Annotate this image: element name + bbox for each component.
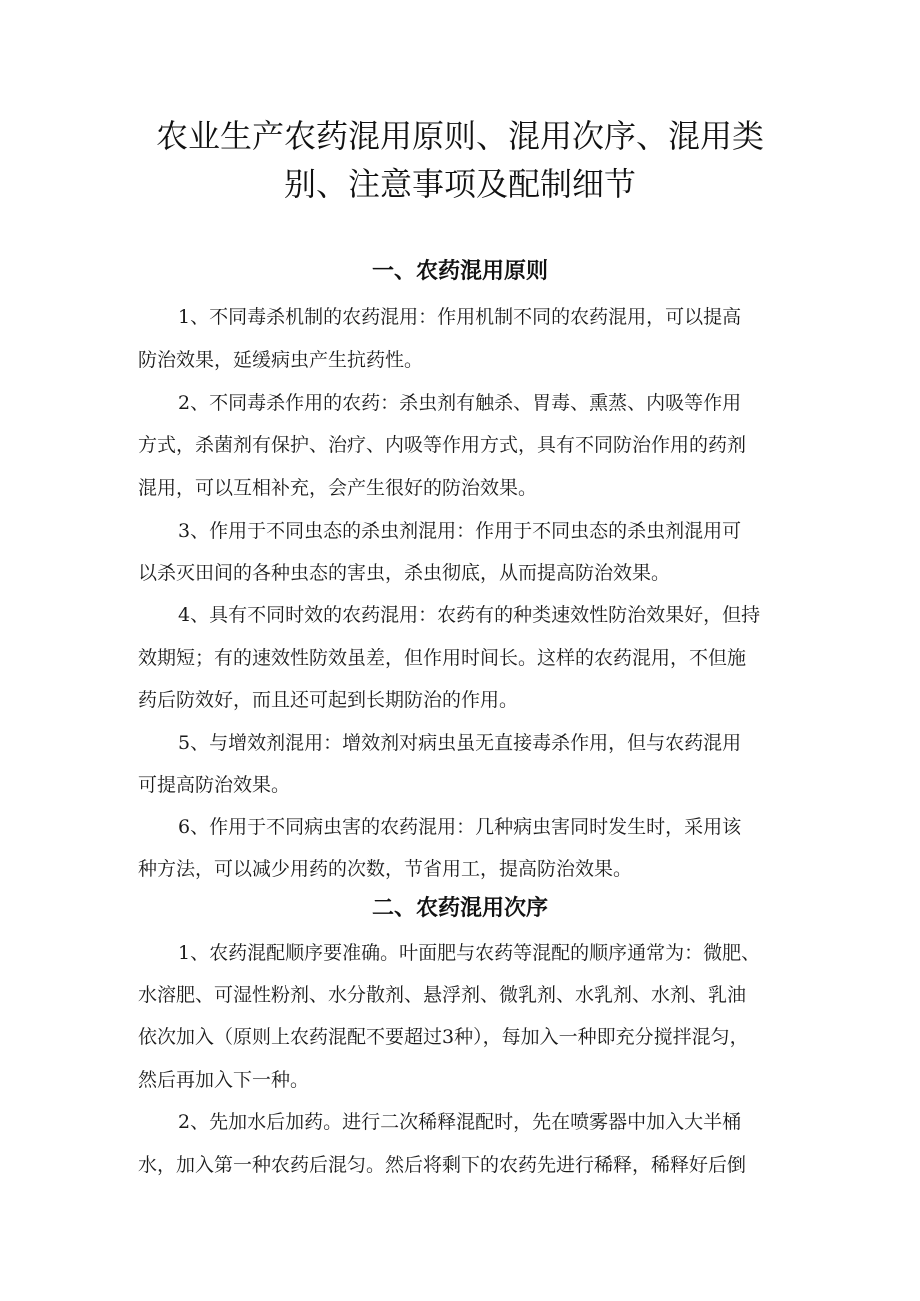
section-heading-principles: 一、农药混用原则 <box>371 259 548 284</box>
paragraph-line: 1、不同毒杀机制的农药混用：作用机制不同的农药混用，可以提高 <box>178 306 742 328</box>
paragraph-line: 5、与增效剂混用：增效剂对病虫虽无直接毒杀作用，但与农药混用 <box>178 732 742 754</box>
paragraph-line: 3、作用于不同虫态的杀虫剂混用：作用于不同虫态的杀虫剂混用可 <box>178 520 742 542</box>
paragraph-line: 2、不同毒杀作用的农药：杀虫剂有触杀、胃毒、熏蒸、内吸等作用 <box>178 392 742 414</box>
paragraph-line: 2、先加水后加药。进行二次稀释混配时，先在喷雾器中加入大半桶 <box>178 1111 742 1133</box>
paragraph-line: 水溶肥、可湿性粉剂、水分散剂、悬浮剂、微乳剂、水乳剂、水剂、乳油 <box>138 984 747 1006</box>
document-title-line-1: 农业生产农药混用原则、混用次序、混用类 <box>155 117 764 155</box>
section-heading-order: 二、农药混用次序 <box>371 896 548 921</box>
paragraph-line: 可提高防治效果。 <box>138 774 291 796</box>
paragraph-line: 依次加入（原则上农药混配不要超过3种），每加入一种即充分搅拌混匀， <box>138 1026 749 1048</box>
paragraph-line: 种方法，可以减少用药的次数，节省用工，提高防治效果。 <box>138 858 633 880</box>
paragraph-line: 方式，杀菌剂有保护、治疗、内吸等作用方式，具有不同防治作用的药剂 <box>138 434 747 456</box>
paragraph-line: 药后防效好，而且还可起到长期防治的作用。 <box>138 689 519 711</box>
paragraph-line: 效期短；有的速效性防效虽差，但作用时间长。这样的农药混用，不但施 <box>138 647 747 669</box>
paragraph-line: 混用，可以互相补充，会产生很好的防治效果。 <box>138 477 538 499</box>
paragraph-line: 然后再加入下一种。 <box>138 1069 310 1091</box>
paragraph-line: 1、农药混配顺序要准确。叶面肥与农药等混配的顺序通常为：微肥、 <box>178 942 761 964</box>
paragraph-line: 以杀灭田间的各种虫态的害虫，杀虫彻底，从而提高防治效果。 <box>138 562 671 584</box>
paragraph-line: 防治效果，延缓病虫产生抗药性。 <box>138 349 424 371</box>
document-title-line-2: 别、注意事项及配制细节 <box>283 165 636 203</box>
paragraph-line: 4、具有不同时效的农药混用：农药有的种类速效性防治效果好，但持 <box>178 604 761 626</box>
paragraph-line: 6、作用于不同病虫害的农药混用：几种病虫害同时发生时，采用该 <box>178 816 742 838</box>
paragraph-line: 水，加入第一种农药后混匀。然后将剩下的农药先进行稀释，稀释好后倒 <box>138 1154 747 1176</box>
